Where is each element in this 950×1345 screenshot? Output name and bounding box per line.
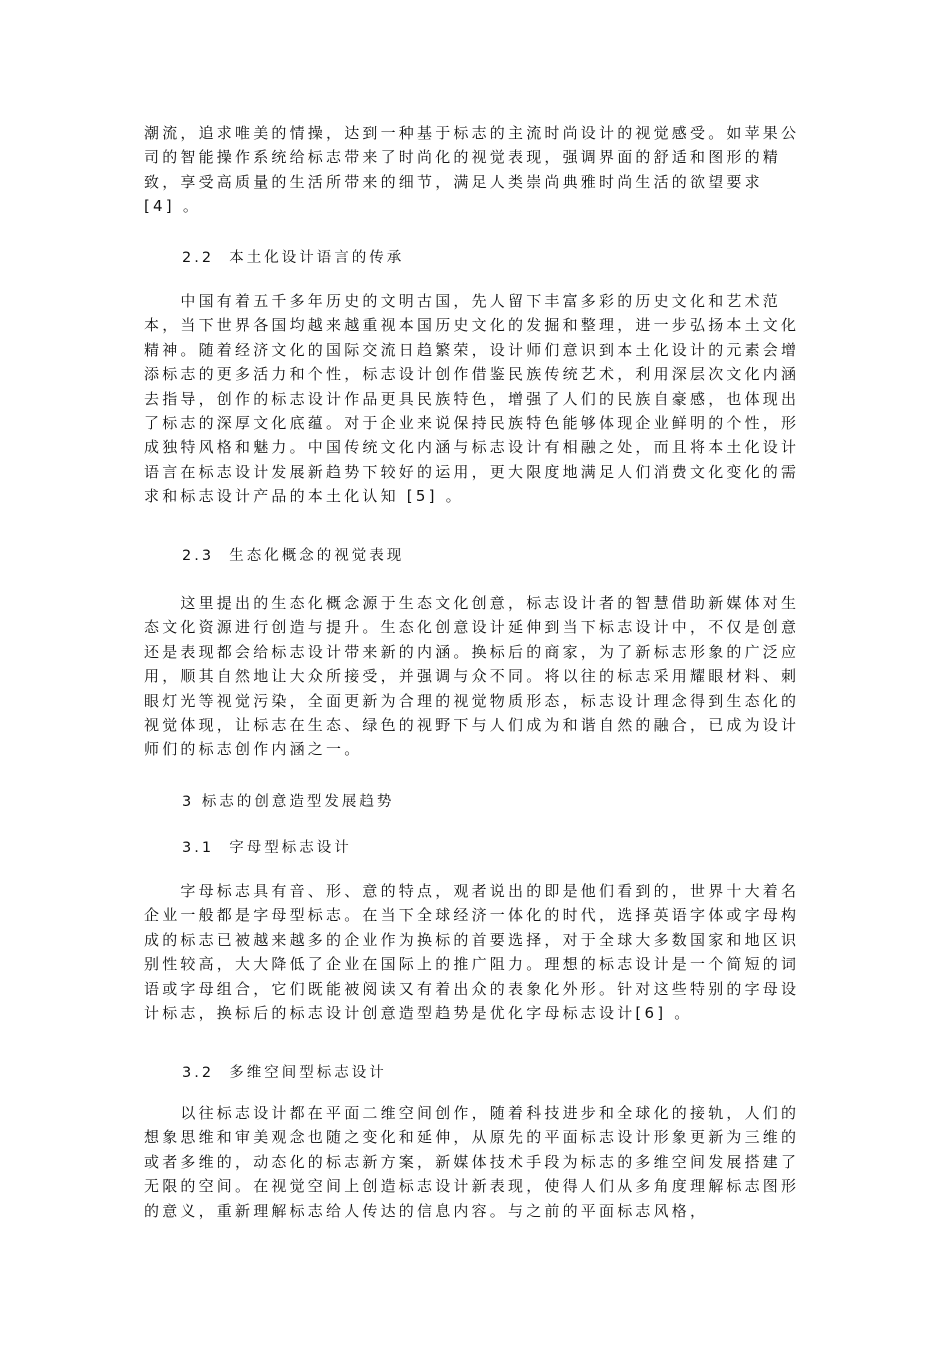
paragraph-multidimensional: 以往标志设计都在平面二维空间创作，随着科技进步和全球化的接轨，人们的想象思维和审美观念也随之变化和延伸，从原先的平面标志设计形象更新为三维的或者多维的，动态化的标志新方案，新媒体技术手段为标志的多维空间发展搭建了无限的空间。在视觉空间上创造标志设计新表现，使得人们从多角度理解标志图形的意义，重新理解标志给人传达的信息内容。与之前的平面标志风格，: [144, 1104, 800, 1220]
paragraph-intro-continuation: 潮流，追求唯美的情操，达到一种基于标志的主流时尚设计的视觉感受。如苹果公司的智能操作系统给标志带来了时尚化的视觉表现，强调界面的舒适和图形的精致，享受高质量的生活所带来的细节，满足人类崇尚典雅时尚生活的欲望要求 [4] 。: [144, 124, 800, 216]
paragraph-localization: 中国有着五千多年历史的文明古国，先人留下丰富多彩的历史文化和艺术范本，当下世界各国均越来越重视本国历史文化的发掘和整理，进一步弘扬本土文化精神。随着经济文化的国际交流日趋繁荣，设计师们意识到本土化设计的元素会增添标志的更多活力和个性，标志设计创作借鉴民族传统艺术，利用深层次文化内涵去指导，创作的标志设计作品更具民族特色，增强了人们的民族自豪感，也体现出了标志的深厚文化底蕴。对于企业来说保持民族特色能够体现企业鲜明的个性，形成独特风格和魅力。中国传统文化内涵与标志设计有相融之处，而且将本土化设计语言在标志设计发展新趋势下较好的运用，更大限度地满足人们消费文化变化的需求和标志设计产品的本土化认知 [5] 。: [144, 292, 800, 506]
section-heading-3-2: 3.2 多维空间型标志设计: [182, 1065, 387, 1081]
chapter-heading-3: 3 标志的创意造型发展趋势: [182, 794, 395, 810]
paragraph-letter-logo: 字母标志具有音、形、意的特点，观者说出的即是他们看到的，世界十大着名企业一般都是字母型标志。在当下全球经济一体化的时代，选择英语字体或字母构成的标志已被越来越多的企业作为换标的首要选择，对于全球大多数国家和地区识别性较高，大大降低了企业在国际上的推广阻力。理想的标志设计是一个简短的词语或字母组合，它们既能被阅读又有着出众的表象化外形。针对这些特别的字母设计标志，换标后的标志设计创意造型趋势是优化字母标志设计[6] 。: [144, 882, 800, 1023]
section-heading-3-1: 3.1 字母型标志设计: [182, 840, 352, 856]
paragraph-ecological: 这里提出的生态化概念源于生态文化创意，标志设计者的智慧借助新媒体对生态文化资源进行创造与提升。生态化创意设计延伸到当下标志设计中，不仅是创意还是表现都会给标志设计带来新的内涵。换标后的商家，为了新标志形象的广泛应用，顺其自然地让大众所接受，并强调与众不同。将以往的标志采用耀眼材料、刺眼灯光等视觉污染，全面更新为合理的视觉物质形态，标志设计理念得到生态化的视觉体现，让标志在生态、绿色的视野下与人们成为和谐自然的融合，已成为设计师们的标志创作内涵之一。: [144, 594, 800, 759]
section-heading-2-3: 2.3 生态化概念的视觉表现: [182, 548, 405, 564]
section-heading-2-2: 2.2 本土化设计语言的传承: [182, 250, 405, 266]
